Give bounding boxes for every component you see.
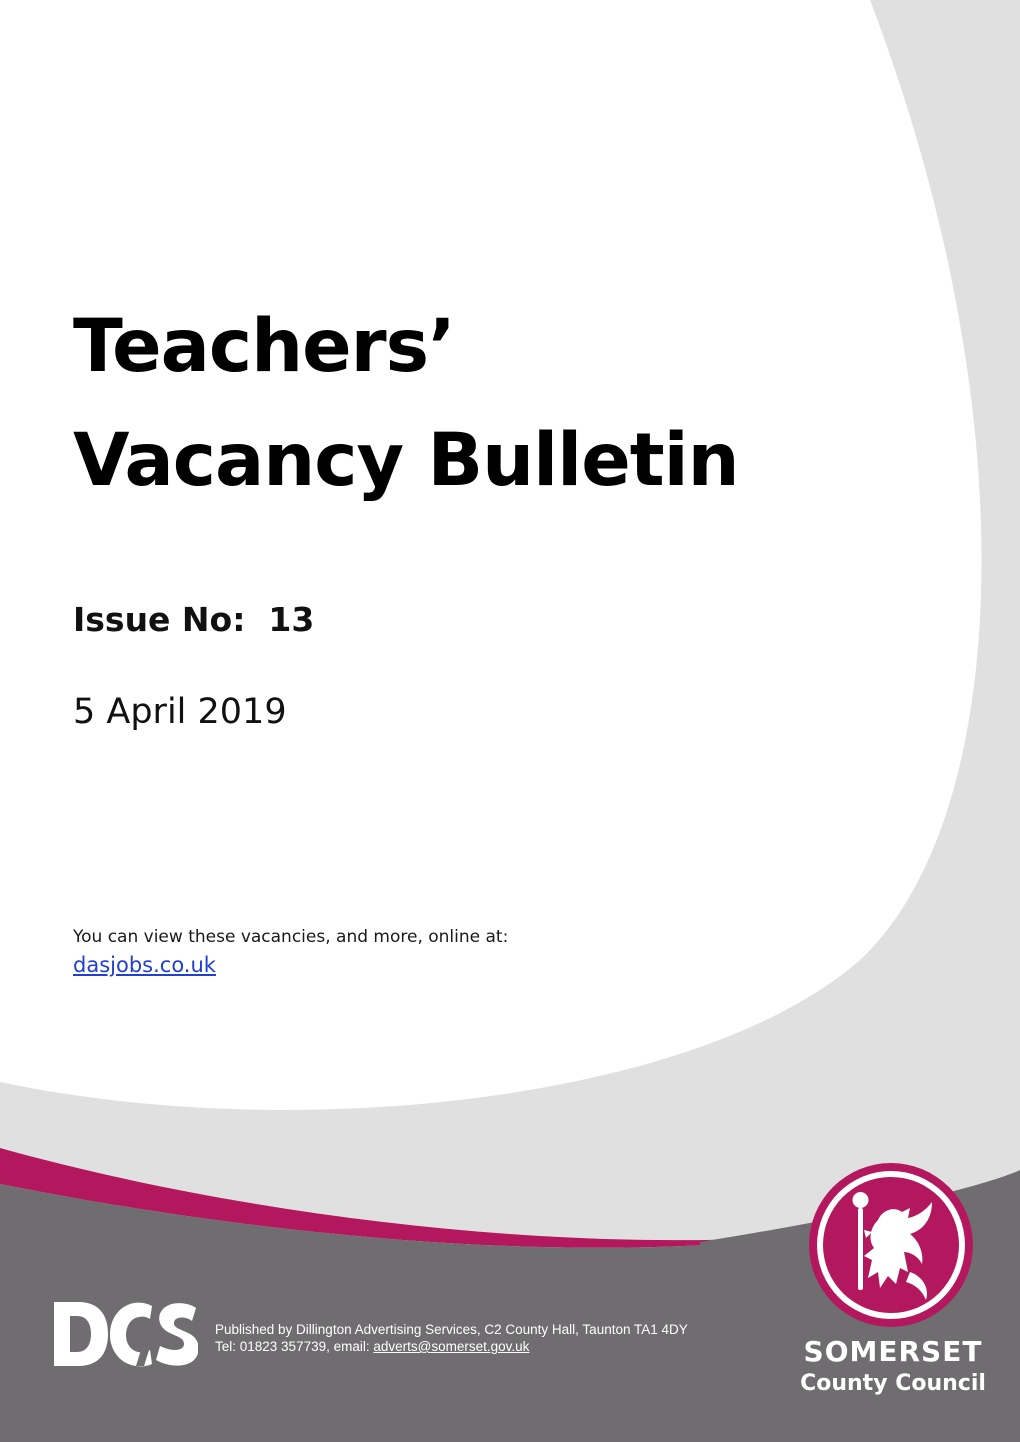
issue-label: Issue No: [73, 600, 246, 639]
council-name: SOMERSET [803, 1335, 983, 1368]
publisher-info [215, 1321, 688, 1355]
issue-value: 13 [268, 600, 315, 639]
publisher-phone: Tel: 01823 357739, email: [215, 1339, 374, 1354]
somerset-dragon-seal [806, 1160, 976, 1330]
issue-number [73, 600, 314, 639]
page-title [73, 290, 739, 518]
publisher-contact [215, 1338, 688, 1355]
title-line-2: Vacancy Bulletin [73, 418, 739, 503]
online-text: You can view these vacancies, and more, online at: [73, 927, 509, 947]
issue-date: 5 April 2019 [73, 692, 287, 732]
somerset-logo-text [798, 1334, 988, 1398]
council-subtitle: County Council [800, 1371, 986, 1396]
publisher-address: Published by Dillington Advertising Services, C2 County Hall, Taunton TA1 4DY [215, 1322, 688, 1337]
email-link[interactable]: adverts@somerset.gov.uk [373, 1339, 530, 1354]
website-link[interactable]: dasjobs.co.uk [73, 953, 216, 977]
das-logo [52, 1300, 198, 1368]
title-line-1: Teachers’ [73, 304, 455, 389]
